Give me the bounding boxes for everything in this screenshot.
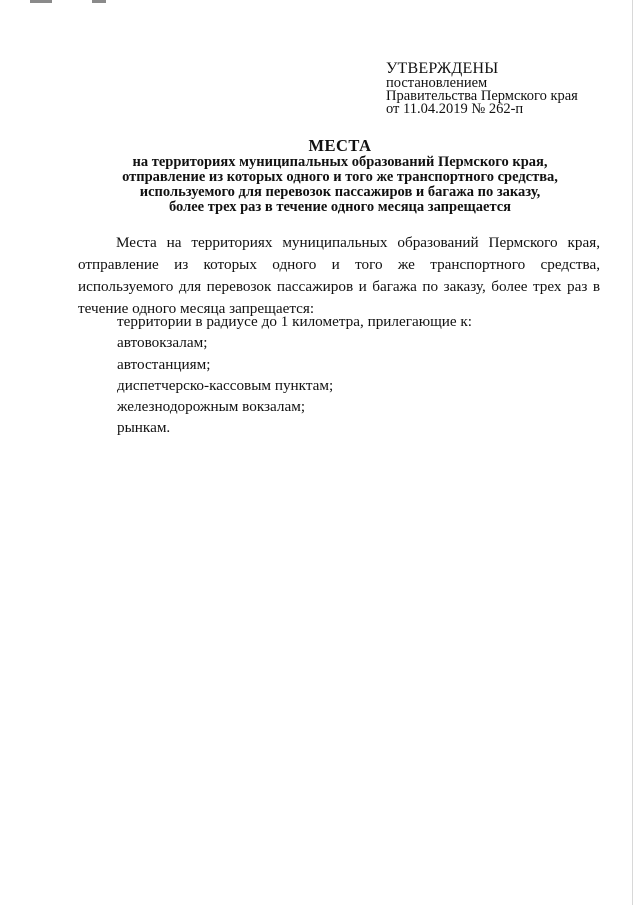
subtitle-line: более трех раз в течение одного месяца запрещается <box>168 199 512 215</box>
list-intro: территории в радиусе до 1 километра, прилегающие к: <box>117 313 473 330</box>
list-item: железнодорожным вокзалам; <box>117 398 306 416</box>
approval-stamp <box>386 61 578 116</box>
subtitle-line: на территориях муниципальных образований Пермского края, <box>132 154 548 170</box>
scan-artifact-mark <box>30 0 52 3</box>
scan-artifact-mark <box>92 0 106 3</box>
document-subtitle <box>84 155 596 215</box>
list-item: рынкам. <box>117 419 171 437</box>
document-title: МЕСТА <box>308 136 372 155</box>
scan-edge-line <box>632 0 633 905</box>
approval-title: УТВЕРЖДЕНЫ <box>386 60 499 77</box>
approval-line: постановлением <box>386 75 488 91</box>
places-list <box>117 311 472 439</box>
approval-line: от 11.04.2019 № 262-п <box>386 101 524 117</box>
subtitle-line: отправление из которых одного и того же транспортного средства, <box>122 169 558 185</box>
list-item: автостанциям; <box>117 355 211 373</box>
body-paragraph: Места на территориях муниципальных образований Пермского края, отправление из которых одного и того же транспортного средства, используемого для перевозок пассажиров и багажа по заказу, более трех раз в течение одного месяца запрещается: <box>78 234 600 317</box>
approval-line: Правительства Пермского края <box>386 88 578 104</box>
list-item: автовокзалам; <box>117 334 208 352</box>
subtitle-line: используемого для перевозок пассажиров и багажа по заказу, <box>139 184 541 200</box>
list-item: диспетчерско-кассовым пунктам; <box>117 376 334 394</box>
